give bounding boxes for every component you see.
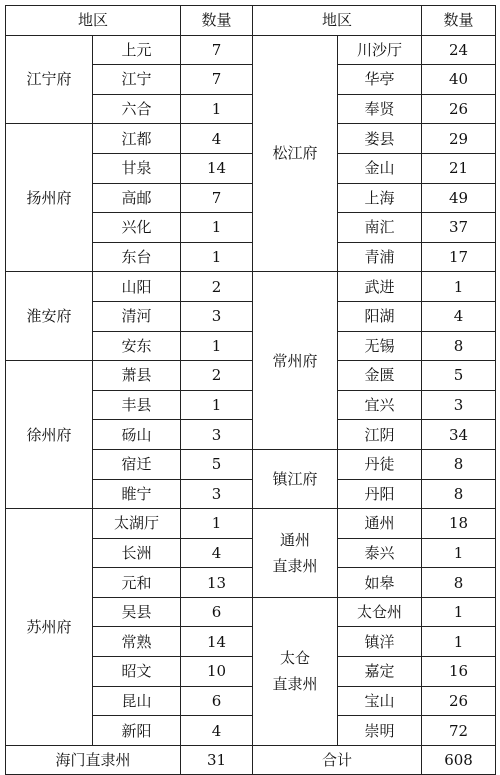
county-cell: 川沙厅 <box>338 35 422 65</box>
count-cell: 34 <box>422 420 496 450</box>
fu-cell <box>253 597 338 745</box>
count-cell: 5 <box>422 361 496 391</box>
count-cell: 10 <box>181 657 253 687</box>
count-cell: 16 <box>422 657 496 687</box>
county-cell: 丹徒 <box>338 449 422 479</box>
count-cell: 1 <box>181 94 253 124</box>
county-cell: 新阳 <box>93 716 181 746</box>
county-cell: 通州 <box>338 509 422 539</box>
county-cell: 六合 <box>93 94 181 124</box>
county-cell: 娄县 <box>338 124 422 154</box>
header-region-2: 地区 <box>253 6 422 36</box>
header-count-2: 数量 <box>422 6 496 36</box>
count-cell: 37 <box>422 213 496 243</box>
count-cell: 1 <box>422 597 496 627</box>
county-cell: 丹阳 <box>338 479 422 509</box>
county-cell: 砀山 <box>93 420 181 450</box>
count-cell: 4 <box>422 301 496 331</box>
fu-cell: 常州府 <box>253 272 338 450</box>
county-cell: 太湖厅 <box>93 509 181 539</box>
county-cell: 元和 <box>93 568 181 598</box>
table-row <box>6 35 496 65</box>
county-cell: 昭文 <box>93 657 181 687</box>
count-cell: 8 <box>422 331 496 361</box>
county-cell: 江阴 <box>338 420 422 450</box>
count-cell: 3 <box>181 479 253 509</box>
count-cell: 1 <box>181 509 253 539</box>
county-cell: 太仓州 <box>338 597 422 627</box>
haimen-label: 海门直隶州 <box>6 745 181 775</box>
county-cell: 金匮 <box>338 361 422 391</box>
count-cell: 1 <box>181 331 253 361</box>
count-cell: 7 <box>181 65 253 95</box>
footer-row <box>6 745 496 775</box>
county-cell: 安东 <box>93 331 181 361</box>
count-cell: 13 <box>181 568 253 598</box>
county-cell: 山阳 <box>93 272 181 302</box>
county-cell: 镇洋 <box>338 627 422 657</box>
fu-line: 直隶州 <box>272 675 318 694</box>
count-cell: 4 <box>181 538 253 568</box>
count-cell: 8 <box>422 449 496 479</box>
count-cell: 6 <box>181 686 253 716</box>
count-cell: 40 <box>422 65 496 95</box>
county-cell: 泰兴 <box>338 538 422 568</box>
county-cell: 奉贤 <box>338 94 422 124</box>
county-cell: 南汇 <box>338 213 422 243</box>
count-cell: 3 <box>181 301 253 331</box>
count-cell: 14 <box>181 153 253 183</box>
fu-line: 太仓 <box>280 649 311 668</box>
fu-cell: 淮安府 <box>6 272 93 361</box>
county-cell: 萧县 <box>93 361 181 391</box>
count-cell: 26 <box>422 686 496 716</box>
count-cell: 4 <box>181 124 253 154</box>
count-cell: 2 <box>181 361 253 391</box>
county-cell: 上元 <box>93 35 181 65</box>
fu-cell: 松江府 <box>253 35 338 272</box>
table-row <box>6 124 496 154</box>
header-count: 数量 <box>181 6 253 36</box>
county-cell: 阳湖 <box>338 301 422 331</box>
county-cell: 吴县 <box>93 597 181 627</box>
county-cell: 上海 <box>338 183 422 213</box>
county-cell: 华亭 <box>338 65 422 95</box>
count-cell: 4 <box>181 716 253 746</box>
county-cell: 高邮 <box>93 183 181 213</box>
table-row <box>6 272 496 302</box>
fu-line: 直隶州 <box>272 556 318 575</box>
county-cell: 江宁 <box>93 65 181 95</box>
county-cell: 武进 <box>338 272 422 302</box>
count-cell: 21 <box>422 153 496 183</box>
count-cell: 5 <box>181 449 253 479</box>
county-count-table <box>5 5 496 775</box>
county-cell: 丰县 <box>93 390 181 420</box>
count-cell: 29 <box>422 124 496 154</box>
county-cell: 江都 <box>93 124 181 154</box>
count-cell: 26 <box>422 94 496 124</box>
count-cell: 49 <box>422 183 496 213</box>
county-cell: 甘泉 <box>93 153 181 183</box>
county-cell: 常熟 <box>93 627 181 657</box>
fu-cell: 徐州府 <box>6 361 93 509</box>
fu-cell <box>253 509 338 598</box>
count-cell: 2 <box>181 272 253 302</box>
count-cell: 17 <box>422 242 496 272</box>
count-cell: 6 <box>181 597 253 627</box>
county-cell: 昆山 <box>93 686 181 716</box>
count-cell: 7 <box>181 35 253 65</box>
count-cell: 1 <box>422 627 496 657</box>
county-cell: 无锡 <box>338 331 422 361</box>
table-row <box>6 509 496 539</box>
county-cell: 如皋 <box>338 568 422 598</box>
county-cell: 青浦 <box>338 242 422 272</box>
county-cell: 嘉定 <box>338 657 422 687</box>
total-count: 608 <box>422 745 496 775</box>
county-cell: 清河 <box>93 301 181 331</box>
count-cell: 8 <box>422 568 496 598</box>
count-cell: 1 <box>181 213 253 243</box>
county-cell: 宿迁 <box>93 449 181 479</box>
fu-cell: 江宁府 <box>6 35 93 124</box>
haimen-count: 31 <box>181 745 253 775</box>
count-cell: 8 <box>422 479 496 509</box>
county-cell: 金山 <box>338 153 422 183</box>
county-cell: 宝山 <box>338 686 422 716</box>
fu-cell: 苏州府 <box>6 509 93 746</box>
county-cell: 东台 <box>93 242 181 272</box>
count-cell: 3 <box>422 390 496 420</box>
count-cell: 14 <box>181 627 253 657</box>
fu-line: 通州 <box>280 530 311 549</box>
county-cell: 睢宁 <box>93 479 181 509</box>
county-cell: 崇明 <box>338 716 422 746</box>
count-cell: 3 <box>181 420 253 450</box>
count-cell: 1 <box>422 538 496 568</box>
count-cell: 24 <box>422 35 496 65</box>
count-cell: 7 <box>181 183 253 213</box>
count-cell: 1 <box>181 242 253 272</box>
county-cell: 兴化 <box>93 213 181 243</box>
count-cell: 1 <box>181 390 253 420</box>
header-region: 地区 <box>6 6 181 36</box>
fu-cell: 扬州府 <box>6 124 93 272</box>
fu-cell: 镇江府 <box>253 449 338 508</box>
count-cell: 72 <box>422 716 496 746</box>
table-row <box>6 361 496 391</box>
county-cell: 长洲 <box>93 538 181 568</box>
count-cell: 1 <box>422 272 496 302</box>
header-row <box>6 6 496 36</box>
county-cell: 宜兴 <box>338 390 422 420</box>
count-cell: 18 <box>422 509 496 539</box>
total-label: 合计 <box>253 745 422 775</box>
